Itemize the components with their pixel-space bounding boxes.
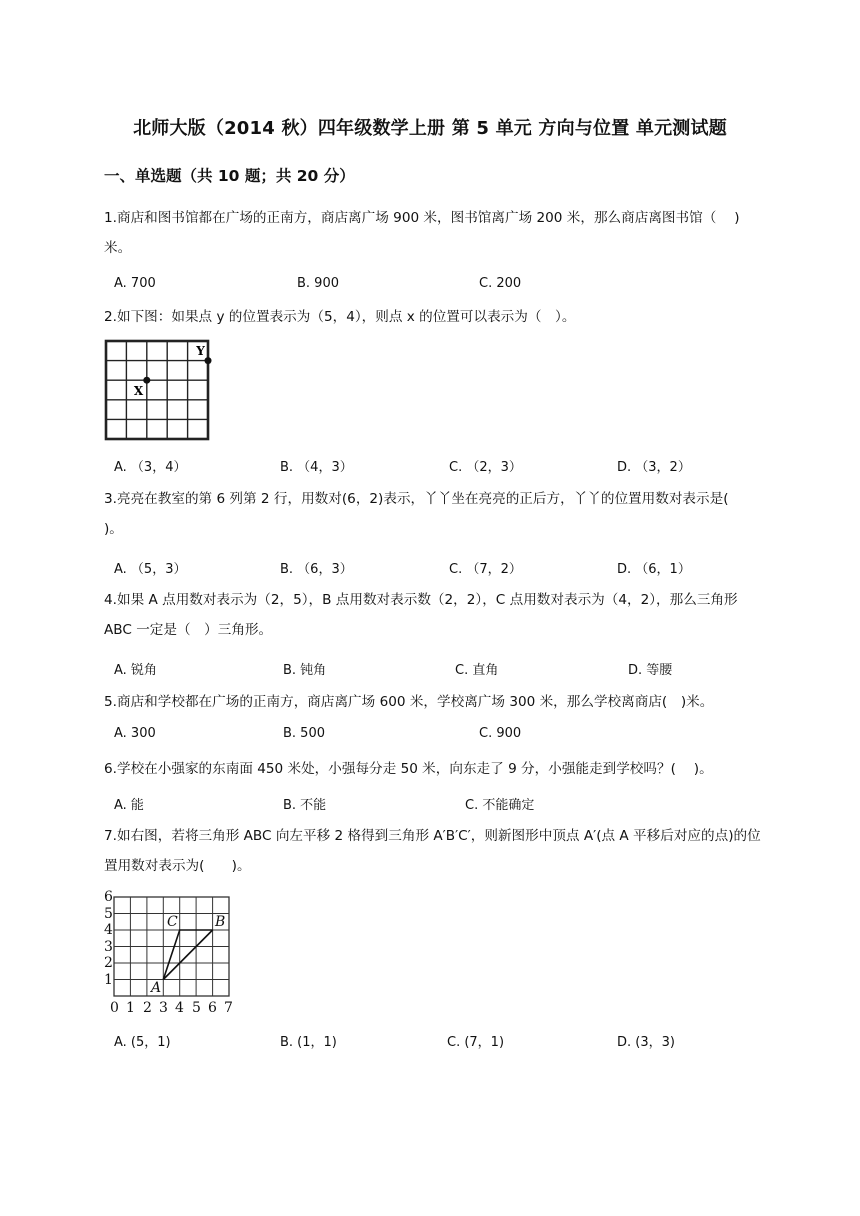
x-tick-0: 0 — [110, 1000, 119, 1016]
label-y: Y — [196, 344, 205, 358]
option-b[interactable]: B. (1，1) — [280, 1035, 337, 1050]
option-d[interactable]: D. （6，1） — [617, 562, 691, 577]
option-c[interactable]: C. 直角 — [455, 663, 499, 678]
option-b[interactable]: B. （4，3） — [280, 460, 353, 475]
option-a[interactable]: A. 700 — [114, 276, 156, 291]
page-title: 北师大版（2014 秋）四年级数学上册 第 5 单元 方向与位置 单元测试题 — [133, 118, 727, 139]
question-4: 4.如果 A 点用数对表示为（2，5），B 点用数对表示数（2，2），C 点用数对表示为（4，2），那么三角形 ABC 一定是（ ）三角形。 — [104, 592, 738, 638]
section-heading: 一、单选题（共 10 题；共 20 分） — [104, 167, 355, 185]
options-q5 — [114, 726, 754, 748]
options-q4 — [114, 659, 754, 681]
options-q2 — [114, 456, 754, 478]
label-c: C — [167, 914, 178, 930]
option-a[interactable]: A. (5，1) — [114, 1035, 171, 1050]
x-tick-6: 6 — [208, 1000, 217, 1016]
label-b: B — [215, 914, 226, 930]
question-5: 5.商店和学校都在广场的正南方，商店离广场 600 米，学校离广场 300 米，那么学校离商店( )米。 — [104, 694, 714, 710]
option-c[interactable]: C. 200 — [479, 276, 522, 291]
x-tick-3: 3 — [159, 1000, 168, 1016]
options-q1 — [114, 276, 754, 298]
question-1: 1.商店和图书馆都在广场的正南方，商店离广场 900 米，图书馆离广场 200 米，那么商店离图书馆（ )米。 — [104, 210, 740, 256]
option-d[interactable]: D. (3，3) — [617, 1035, 675, 1050]
option-a[interactable]: A. 300 — [114, 726, 156, 741]
triangle-abc — [163, 930, 212, 980]
option-a[interactable]: A. 锐角 — [114, 663, 157, 678]
question-7: 7.如右图，若将三角形 ABC 向左平移 2 格得到三角形 A′B′C′，则新图形中顶点 A′(点 A 平移后对应的点)的位置用数对表示为( )。 — [104, 828, 761, 874]
option-c[interactable]: C. （7，2） — [449, 562, 522, 577]
option-d[interactable]: D. （3，2） — [617, 460, 691, 475]
option-a[interactable]: A. （3，4） — [114, 460, 187, 475]
y-tick-4: 4 — [104, 922, 113, 938]
option-b[interactable]: B. （6，3） — [280, 562, 353, 577]
option-c[interactable]: C. （2，3） — [449, 460, 522, 475]
x-tick-7: 7 — [224, 1000, 233, 1016]
options-q3 — [114, 558, 754, 580]
option-d[interactable]: D. 等腰 — [628, 663, 673, 678]
option-b[interactable]: B. 500 — [283, 726, 325, 741]
y-tick-3: 3 — [104, 939, 113, 955]
option-a[interactable]: A. 能 — [114, 798, 144, 813]
option-c[interactable]: C. 不能确定 — [465, 798, 535, 813]
label-x: X — [133, 384, 144, 398]
option-a[interactable]: A. （5，3） — [114, 562, 187, 577]
y-tick-1: 1 — [104, 972, 113, 988]
coordinate-grid-q7 — [98, 890, 238, 1018]
point-x — [143, 377, 150, 384]
option-b[interactable]: B. 不能 — [283, 798, 327, 813]
question-6: 6.学校在小强家的东南面 450 米处，小强每分走 50 米，向东走了 9 分，小强能走到学校吗？( )。 — [104, 761, 713, 777]
label-a: A — [151, 980, 162, 996]
point-y — [205, 357, 212, 364]
options-q7 — [114, 1031, 754, 1053]
option-c[interactable]: C. (7，1) — [447, 1035, 505, 1050]
x-tick-5: 5 — [192, 1000, 201, 1016]
y-tick-2: 2 — [104, 955, 113, 971]
options-q6 — [114, 794, 754, 816]
x-tick-1: 1 — [126, 1000, 135, 1016]
y-tick-6: 6 — [104, 890, 113, 905]
x-tick-4: 4 — [175, 1000, 184, 1016]
option-b[interactable]: B. 900 — [297, 276, 339, 291]
question-2: 2.如下图：如果点 y 的位置表示为（5，4），则点 x 的位置可以表示为（ ）。 — [104, 309, 576, 325]
option-c[interactable]: C. 900 — [479, 726, 522, 741]
grid-figure-q2 — [104, 339, 216, 443]
y-tick-5: 5 — [104, 906, 113, 922]
x-tick-2: 2 — [143, 1000, 152, 1016]
option-b[interactable]: B. 钝角 — [283, 663, 327, 678]
question-3: 3.亮亮在教室的第 6 列第 2 行，用数对(6，2)表示，丫丫坐在亮亮的正后方，丫丫的位置用数对表示是( )。 — [104, 491, 747, 537]
